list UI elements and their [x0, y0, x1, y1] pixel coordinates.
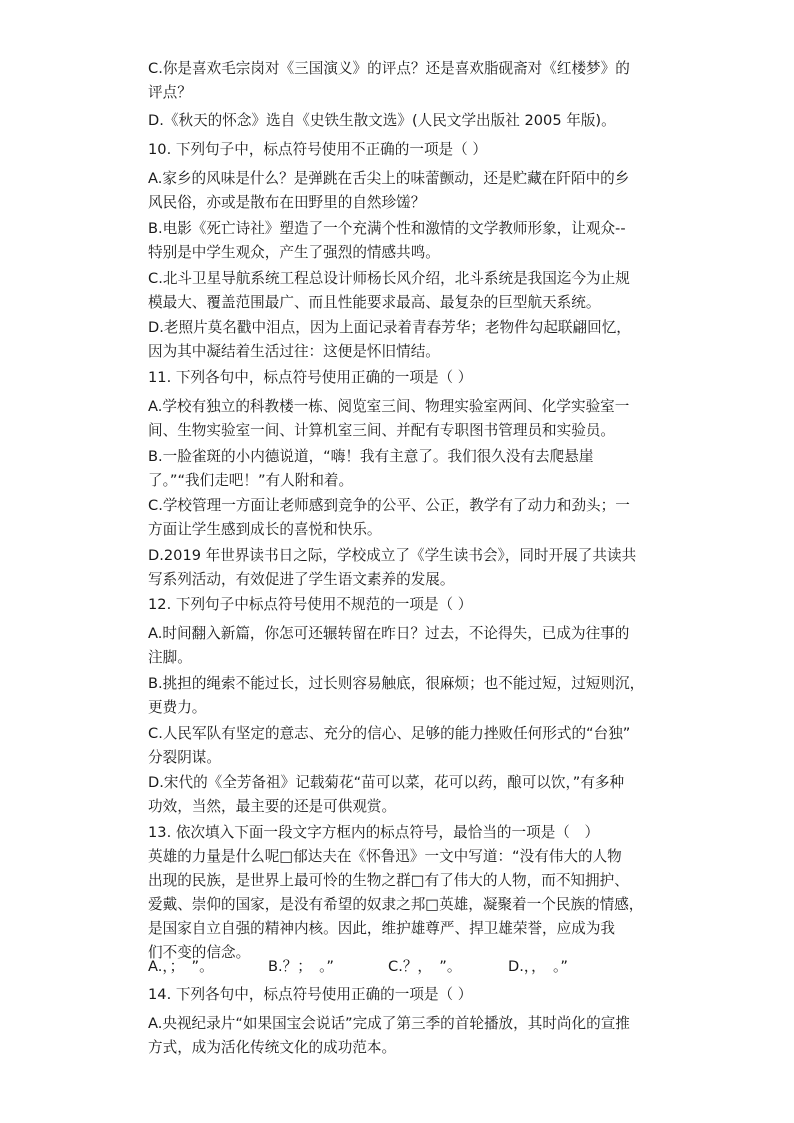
text-line: A.央视纪录片“如果国宝会说话”完成了第三季的首轮播放，其时尚化的宣推	[148, 1015, 630, 1032]
q10-option-c	[148, 267, 693, 315]
q13-option-a: A.，； ”。	[148, 958, 214, 975]
text-line: 写系列活动，有效促进了学生语文素养的发展。	[148, 571, 455, 588]
text-line: 特别是中学生观众，产生了强烈的情感共鸣。	[148, 244, 440, 261]
q13-option-b: B.？； 。”	[268, 958, 334, 975]
text-line: D.老照片莫名戳中泪点，因为上面记录着青春芳华；老物件勾起联翩回忆，	[148, 319, 631, 336]
q13-option-c: C.？， ”。	[388, 958, 462, 975]
q13-options	[148, 955, 693, 979]
q10-option-a	[148, 167, 693, 215]
passage-line: 爱戴、崇仰的国家，是没有希望的奴隶之邦□英雄，凝聚着一个民族的情感，	[148, 896, 644, 913]
text-line: D.《秋天的怀念》选自《史铁生散文选》(人民文学出版社 2005 年版)。	[148, 112, 616, 129]
text-line: 注脚。	[148, 649, 192, 666]
question-12	[148, 593, 693, 617]
q11-option-c	[148, 494, 693, 542]
q12-option-b	[148, 672, 693, 720]
text-line: 间、生物实验室一间、计算机室三间、并配有专职图书管理员和实验员。	[148, 422, 616, 439]
question-stem: 11. 下列各句中，标点符号使用正确的一项是（ ）	[148, 369, 473, 386]
q14-option-a	[148, 1012, 693, 1060]
text-line: C.你是喜欢毛宗岗对《三国演义》的评点？还是喜欢脂砚斋对《红楼梦》的	[148, 60, 630, 77]
question-14	[148, 983, 693, 1007]
text-line: A.家乡的风味是什么？是弹跳在舌尖上的味蕾颤动，还是贮藏在阡陌中的乡	[148, 170, 630, 187]
question-stem: 12. 下列句子中标点符号使用不规范的一项是（ ）	[148, 596, 473, 613]
q11-option-d	[148, 544, 693, 592]
text-line: B.挑担的绳索不能过长，过长则容易触底，很麻烦；也不能过短，过短则沉，	[148, 675, 645, 692]
text-line: D.宋代的《全芳备祖》记载菊花“苗可以菜，花可以药，酿可以饮，”有多种	[148, 774, 625, 791]
text-line: 评点？	[148, 84, 192, 101]
text-line: B.一脸雀斑的小内德说道，“嗨！我有主意了。我们很久没有去爬悬崖	[148, 448, 594, 465]
text-line: 更费力。	[148, 699, 207, 716]
q12-option-d	[148, 771, 693, 819]
passage-line: 出现的民族，是世界上最可怜的生物之群□有了伟大的人物，而不知拥护、	[148, 872, 629, 889]
text-line: D.2019 年世界读书日之际，学校成立了《学生读书会》，同时开展了共读共	[148, 547, 637, 564]
text-line: A.学校有独立的科教楼一栋、阅览室三间、物理实验室两间、化学实验室一	[148, 398, 630, 415]
text-line: 风民俗，亦或是散布在田野里的自然珍馐？	[148, 194, 426, 211]
q11-option-a	[148, 395, 693, 443]
question-stem: 10. 下列句子中，标点符号使用不正确的一项是（ ）	[148, 141, 487, 158]
q12-option-a	[148, 622, 693, 670]
text-line: 功效，当然，最主要的还是可供观赏。	[148, 798, 397, 815]
text-line: A.时间翻入新篇，你怎可还辗转留在昨日？过去，不论得失，已成为往事的	[148, 625, 630, 642]
q9-option-d	[148, 109, 693, 133]
question-10	[148, 138, 693, 162]
question-stem: 13. 依次填入下面一段文字方框内的标点符号，最恰当的一项是（ ）	[148, 824, 600, 841]
question-stem: 14. 下列各句中，标点符号使用正确的一项是（ ）	[148, 986, 473, 1003]
question-13	[148, 821, 693, 965]
q9-option-c	[148, 57, 693, 105]
q10-option-b	[148, 217, 693, 265]
text-line: 方式，成为活化传统文化的成功范本。	[148, 1039, 397, 1056]
text-line: 方面让学生感到成长的喜悦和快乐。	[148, 521, 382, 538]
q12-option-c	[148, 722, 693, 770]
passage-line: 是国家自立自强的精神内核。因此，维护雄尊严、捍卫雄荣誉，应成为我	[148, 920, 616, 937]
passage-line: 们不变的信念。	[148, 944, 251, 961]
q11-option-b	[148, 445, 693, 493]
q10-option-d	[148, 316, 693, 364]
passage-line: 英雄的力量是什么呢□郁达夫在《怀鲁迅》一文中写道：“没有伟大的人物	[148, 848, 622, 865]
text-line: C.学校管理一方面让老师感到竞争的公平、公正，教学有了动力和劲头；一	[148, 497, 630, 514]
text-line: 因为其中凝结着生活过往：这便是怀旧情结。	[148, 343, 440, 360]
q13-option-d: D.，， 。”	[508, 958, 568, 975]
text-line: B.电影《死亡诗社》塑造了一个充满个性和激情的文学教师形象，让观众--	[148, 220, 626, 237]
text-line: C.北斗卫星导航系统工程总设计师杨长风介绍，北斗系统是我国迄今为止规	[148, 270, 630, 287]
text-line: C.人民军队有坚定的意志、充分的信心、足够的能力挫败任何形式的“台独”	[148, 725, 631, 742]
text-line: 模最大、覆盖范围最广、而且性能要求最高、最复杂的巨型航天系统。	[148, 294, 601, 311]
text-line: 分裂阴谋。	[148, 749, 221, 766]
text-line: 了。”“我们走吧！”有人附和着。	[148, 472, 354, 489]
question-11	[148, 366, 693, 390]
